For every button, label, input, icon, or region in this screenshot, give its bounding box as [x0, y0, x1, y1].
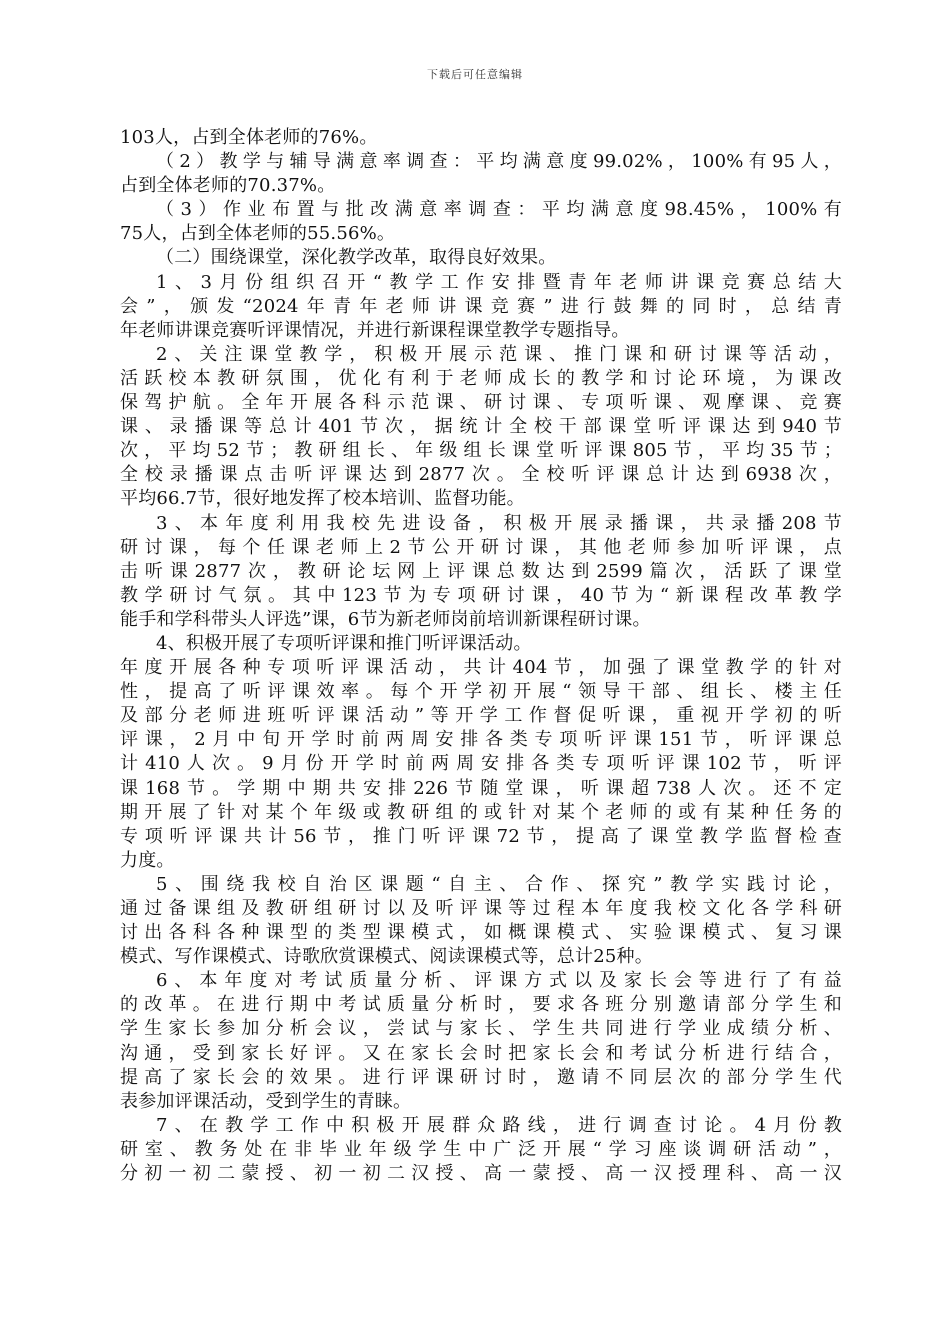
document-body: [120, 126, 842, 1186]
text-line: 研讨课，每个任课老师上2节公开研讨课，其他老师参加听评课，点: [120, 536, 842, 558]
text-line: 保驾护航。全年开展各科示范课、研讨课、专项听课、观摩课、竞赛: [120, 392, 842, 414]
text-line: 年老师讲课竞赛听评课情况，并进行新课程课堂教学专题指导。: [120, 319, 630, 341]
text-line: 5、围绕我校自治区课题“自主、合作、探究”教学实践讨论，: [156, 873, 842, 895]
text-line: 的改革。在进行期中考试质量分析时，要求各班分别邀请部分学生和: [120, 994, 842, 1016]
text-line: 击听课2877次，教研论坛网上评课总数达到2599篇次，活跃了课堂: [120, 560, 842, 582]
text-line: 3、本年度利用我校先进设备，积极开展录播课，共录播208节: [156, 512, 842, 534]
text-line: （3）作业布置与批改满意率调查：平均满意度98.45%，100%有: [156, 199, 842, 221]
text-line: 年度开展各种专项听评课活动，共计404节，加强了课堂教学的针对: [120, 657, 842, 679]
text-line: 表参加评课活动，受到学生的青睐。: [120, 1090, 412, 1112]
header-note: 下载后可任意编辑: [427, 68, 523, 81]
text-line: 103人，占到全体老师的76%。: [120, 127, 378, 148]
text-line: 1、3月份组织召开“教学工作安排暨青年老师讲课竞赛总结大: [156, 271, 842, 293]
text-line: 模式、写作课模式、诗歌欣赏课模式、阅读课模式等，总计25种。: [120, 946, 653, 968]
text-line: 课168节。学期中期共安排226节随堂课，听课超738人次。还不定: [120, 777, 842, 799]
text-line: （2）教学与辅导满意率调查：平均满意度99.02%，100%有95人，: [156, 151, 842, 173]
text-line: 性，提高了听评课效率。每个开学初开展“领导干部、组长、楼主任: [120, 681, 842, 703]
text-line: 提高了家长会的效果。进行评课研讨时，邀请不同层次的部分学生代: [120, 1066, 842, 1088]
text-line: 平均66.7节，很好地发挥了校本培训、监督功能。: [120, 488, 525, 510]
text-line: 能手和学科带头人评选”课，6节为新老师岗前培训新课程研讨课。: [120, 608, 651, 630]
text-line: 占到全体老师的70.37%。: [120, 175, 336, 197]
text-line: 教学研讨气氛。其中123节为专项研讨课，40节为“新课程改革教学: [120, 584, 842, 606]
text-line: 4、积极开展了专项听评课和推门听评课活动。: [156, 632, 532, 654]
text-line: 次，平均52节；教研组长、年级组长课堂听评课805节，平均35节；: [120, 440, 842, 462]
text-line: （二）围绕课堂，深化教学改革，取得良好效果。: [156, 247, 557, 269]
text-line: 期开展了针对某个年级或教研组的或针对某个老师的或有某种任务的: [120, 801, 842, 823]
text-line: 分初一初二蒙授、初一初二汉授、高一蒙授、高一汉授理科、高一汉: [120, 1163, 842, 1185]
text-line: 及部分老师进班听评课活动”等开学工作督促听课，重视开学初的听: [120, 705, 842, 727]
text-line: 通过备课组及教研组研讨以及听评课等过程本年度我校文化各学科研: [120, 898, 842, 919]
text-line: 研室、教务处在非毕业年级学生中广泛开展“学习座谈调研活动”，: [120, 1138, 842, 1160]
text-line: 沟通，受到家长好评。又在家长会时把家长会和考试分析进行结合，: [120, 1042, 842, 1064]
text-line: 7、在教学工作中积极开展群众路线，进行调查讨论。4月份教: [156, 1114, 842, 1136]
text-line: 计410人次。9月份开学时前两周安排各类专项听评课102节，听评: [120, 753, 842, 775]
text-line: 2、关注课堂教学，积极开展示范课、推门课和研讨课等活动，: [156, 343, 842, 365]
text-line: 活跃校本教研氛围，优化有利于老师成长的教学和讨论环境，为课改: [120, 367, 842, 389]
text-line: 会”，颁发“2024年青年老师讲课竞赛”进行鼓舞的同时，总结青: [120, 295, 842, 317]
text-line: 专项听评课共计56节，推门听评课72节，提高了课堂教学监督检查: [120, 825, 842, 847]
text-line: 评课，2月中旬开学时前两周安排各类专项听评课151节，听评课总: [120, 729, 842, 751]
text-line: 学生家长参加分析会议，尝试与家长、学生共同进行学业成绩分析、: [120, 1018, 842, 1040]
text-line: 6、本年度对考试质量分析、评课方式以及家长会等进行了有益: [156, 970, 842, 992]
text-line: 全校录播课点击听评课达到2877次。全校听评课总计达到6938次，: [120, 464, 842, 486]
text-line: 讨出各科各种课型的类型课模式，如概课模式、实验课模式、复习课: [120, 922, 842, 944]
text-line: 课、录播课等总计401节次，据统计全校干部课堂听评课达到940节: [120, 416, 842, 438]
text-line: 75人，占到全体老师的55.56%。: [120, 223, 396, 245]
text-line: 力度。: [120, 849, 175, 871]
